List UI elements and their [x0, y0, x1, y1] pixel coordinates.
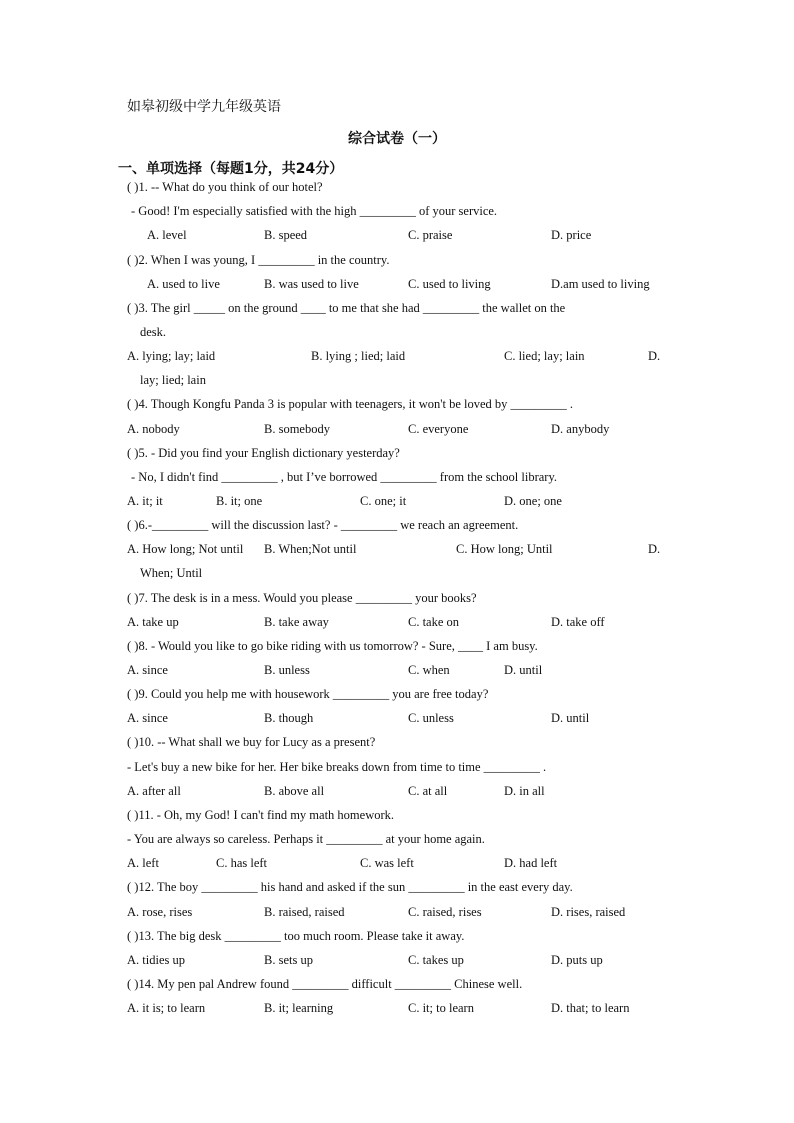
question-stem-continued: - No, I didn't find _________ , but I’ve borrowed _________ from the school library. — [131, 470, 558, 484]
option-c[interactable]: C. at all — [408, 784, 448, 798]
question-stem: ( )5. - Did you find your English dictionary yesterday? — [127, 446, 400, 460]
option-a[interactable]: A. used to live — [147, 277, 220, 291]
option-b[interactable]: B. somebody — [264, 422, 330, 436]
option-c[interactable]: C. one; it — [360, 494, 407, 508]
question-stem-continued: desk. — [140, 325, 167, 339]
option-b[interactable]: B. it; one — [216, 494, 263, 508]
option-d-text[interactable]: When; Until — [140, 566, 203, 580]
option-a[interactable]: A. level — [147, 228, 187, 242]
option-d[interactable]: D. until — [504, 663, 543, 677]
option-a[interactable]: A. lying; lay; laid — [127, 349, 216, 363]
option-b[interactable]: B. lying ; lied; laid — [311, 349, 406, 363]
option-c[interactable]: C. was left — [360, 856, 414, 870]
option-b[interactable]: B. unless — [264, 663, 310, 677]
option-b[interactable]: B. it; learning — [264, 1001, 334, 1015]
question-stem-continued: - You are always so careless. Perhaps it _________ at your home again. — [127, 832, 485, 846]
option-d[interactable]: D. until — [551, 711, 590, 725]
question-stem: ( )4. Though Kongfu Panda 3 is popular with teenagers, it won't be loved by _________ . — [127, 397, 574, 411]
option-d[interactable]: D.am used to living — [551, 277, 650, 291]
option-d[interactable]: D. had left — [504, 856, 558, 870]
option-a[interactable]: A. How long; Not until — [127, 542, 244, 556]
paper-title: 综合试卷（一） — [348, 131, 446, 147]
question-stem: ( )2. When I was young, I _________ in the country. — [127, 253, 390, 267]
option-c[interactable]: C. How long; Until — [456, 542, 553, 556]
question-stem: ( )14. My pen pal Andrew found _________ difficult _________ Chinese well. — [127, 977, 523, 991]
option-a[interactable]: A. after all — [127, 784, 181, 798]
question-stem: ( )12. The boy _________ his hand and asked if the sun _________ in the east every day. — [127, 880, 573, 894]
option-d[interactable]: D. puts up — [551, 953, 603, 967]
option-a[interactable]: A. it is; to learn — [127, 1001, 206, 1015]
option-c[interactable]: C. praise — [408, 228, 453, 242]
option-b[interactable]: B. speed — [264, 228, 308, 242]
option-b[interactable]: B. above all — [264, 784, 325, 798]
option-c[interactable]: C. raised, rises — [408, 905, 482, 919]
question-stem: ( )8. - Would you like to go bike riding with us tomorrow? - Sure, ____ I am busy. — [127, 639, 538, 653]
option-b[interactable]: B. When;Not until — [264, 542, 357, 556]
option-a[interactable]: A. rose, rises — [127, 905, 193, 919]
option-c[interactable]: C. unless — [408, 711, 454, 725]
option-c[interactable]: C. it; to learn — [408, 1001, 474, 1015]
option-d[interactable]: D. — [648, 542, 661, 556]
option-a[interactable]: A. left — [127, 856, 159, 870]
question-stem: ( )10. -- What shall we buy for Lucy as a present? — [127, 735, 376, 749]
section-heading: 一、单项选择（每题1分，共24分） — [118, 161, 344, 177]
option-c[interactable]: C. takes up — [408, 953, 464, 967]
question-stem-continued: - Let's buy a new bike for her. Her bike breaks down from time to time _________ . — [127, 760, 547, 774]
question-stem: ( )3. The girl _____ on the ground ____ to me that she had _________ the wallet on the — [127, 301, 566, 315]
option-b[interactable]: C. has left — [216, 856, 268, 870]
option-d[interactable]: D. rises, raised — [551, 905, 626, 919]
option-a[interactable]: A. nobody — [127, 422, 180, 436]
option-a[interactable]: A. it; it — [127, 494, 163, 508]
option-b[interactable]: B. was used to live — [264, 277, 359, 291]
option-c[interactable]: C. lied; lay; lain — [504, 349, 585, 363]
question-stem: ( )9. Could you help me with housework _________ you are free today? — [127, 687, 489, 701]
option-a[interactable]: A. tidies up — [127, 953, 185, 967]
question-stem-continued: - Good! I'm especially satisfied with the high _________ of your service. — [131, 204, 498, 218]
option-c[interactable]: C. used to living — [408, 277, 491, 291]
question-stem: ( )1. -- What do you think of our hotel? — [127, 180, 323, 194]
option-b[interactable]: B. sets up — [264, 953, 313, 967]
option-b[interactable]: B. raised, raised — [264, 905, 345, 919]
option-d[interactable]: D. that; to learn — [551, 1001, 630, 1015]
option-c[interactable]: C. everyone — [408, 422, 469, 436]
question-stem: ( )11. - Oh, my God! I can't find my math homework. — [127, 808, 395, 822]
question-stem: ( )13. The big desk _________ too much room. Please take it away. — [127, 929, 465, 943]
option-d[interactable]: D. one; one — [504, 494, 562, 508]
option-d-text[interactable]: lay; lied; lain — [140, 373, 206, 387]
option-b[interactable]: B. take away — [264, 615, 329, 629]
option-a[interactable]: A. take up — [127, 615, 179, 629]
question-stem: ( )7. The desk is in a mess. Would you please _________ your books? — [127, 591, 477, 605]
option-d[interactable]: D. — [648, 349, 661, 363]
option-a[interactable]: A. since — [127, 663, 168, 677]
option-d[interactable]: D. take off — [551, 615, 605, 629]
option-c[interactable]: C. when — [408, 663, 450, 677]
option-d[interactable]: D. anybody — [551, 422, 610, 436]
option-d[interactable]: D. in all — [504, 784, 545, 798]
option-c[interactable]: C. take on — [408, 615, 460, 629]
option-a[interactable]: A. since — [127, 711, 168, 725]
school-name: 如皋初级中学九年级英语 — [127, 99, 281, 115]
question-stem: ( )6.-_________ will the discussion last? - _________ we reach an agreement. — [127, 518, 519, 532]
option-b[interactable]: B. though — [264, 711, 314, 725]
option-d[interactable]: D. price — [551, 228, 592, 242]
